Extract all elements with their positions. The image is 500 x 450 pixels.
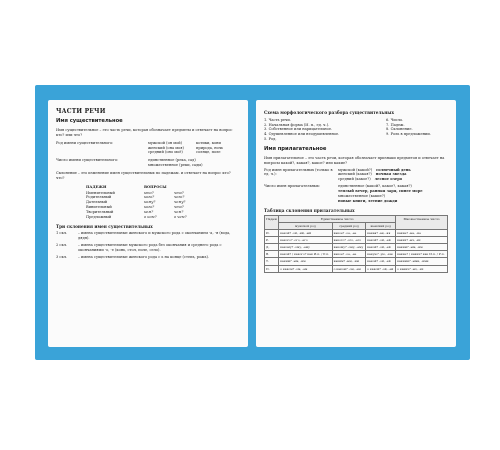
scheme-item: 9. Роль в предложении.	[386, 132, 431, 137]
gender-label: Род имени существительного:	[56, 140, 114, 145]
book-spine	[248, 100, 256, 347]
number-item: множественное (реки, сады)	[148, 163, 203, 168]
cases-header: ПАДЕЖИ	[86, 184, 107, 189]
scheme-item: 8. Склонение.	[386, 127, 413, 132]
adjective-definition: Имя прилагательное – это часть речи, которая обозначает признаки предметов и отвечает на вопросы какой?, какая?, какое? или какие?	[264, 155, 445, 165]
declension-item: 1 скл. – имена существительные женского и мужского рода с окончанием -а, -я (вода, дядя).	[56, 231, 231, 241]
case-row: Винительный кого? что?	[86, 205, 184, 210]
table-row: И. какой? -ой, -ий, -ый какое? -ое, -ее какая? -ая, -яя какие? -ые, -ие	[265, 230, 448, 237]
declension-definition: Склонение – это изменение имен существительных по падежам. и отвечает на вопрос кто? что?	[56, 171, 231, 180]
adjective-heading: Имя прилагательное	[264, 145, 327, 152]
adjective-declension-table: Падеж Единственное число Множественное число мужской род средний род женский род И. какой? -ой, -ий, -ый какое? -ое, -ее какая? -ая, -яя какие? -ые, -ие Р. какого? -ого, -его какого? -ого, -его какой? -ой, -ей каких? -ых, -их Д. какому? -ому, -ему какому? -ому, -ему какой? -ой, -ей каким? -ым, -им В. какой? / какого? как И.п. / Р.п. какое? -ое, -ее какую? -ую, -юю какие? / каких? как И.п. / Р.п. Т. каким? -ым, -им каким? -ым, -им какой? -ой, -ей какими? -ыми, -ими П. о каком? -ом, -ем о каком? -ом, -ем о какой? -ой, -ей о каких? -ых, -их	[264, 215, 448, 272]
table-heading: Таблица склонения прилагательных	[264, 207, 355, 213]
questions-header: ВОПРОСЫ	[144, 184, 167, 189]
table-row: П. о каком? -ом, -ем о каком? -ом, -ем о какой? -ой, -ей о каких? -ых, -их	[265, 265, 448, 272]
scheme-item: 6. Число.	[386, 117, 404, 122]
adjective-number: Число имен прилагательных: единственное (какой?, какое?, какая?) теплый вечер, ранняя заря, синее море множественное (какие?) новые книги, летние дожди	[264, 184, 423, 203]
noun-gender	[56, 141, 240, 156]
adjective-gender: Род имен прилагательных (только в ед. ч.): мужской (какой?) солнечный день женский (какая?) ночная звезда средний (какое?) лесное озеро	[264, 167, 411, 182]
scheme-item: 3. Собственное или нарицательное.	[264, 127, 333, 132]
number-label: Число имени существительного:	[56, 158, 119, 163]
gender-item: средний (оно моё)	[148, 150, 183, 155]
scheme-heading: Схема морфологического разбора существительных	[264, 110, 394, 115]
cases-table	[86, 185, 240, 220]
case-row: Именительный кто? что?	[86, 190, 184, 195]
gender-example: природа, ночь	[196, 145, 224, 150]
page-title: ЧАСТИ РЕЧИ	[56, 108, 106, 115]
gender-item: женский (она моя)	[148, 145, 184, 150]
gender-item: мужской (он мой)	[148, 140, 183, 145]
table-row: Т. каким? -ым, -им каким? -ым, -им какой? -ой, -ей какими? -ыми, -ими	[265, 258, 448, 265]
table-row: Д. какому? -ому, -ему какому? -ому, -ему какой? -ой, -ей каким? -ым, -им	[265, 244, 448, 251]
scheme-item: 1. Часть речи.	[264, 117, 291, 122]
case-row: Творительный кем? чем?	[86, 209, 184, 214]
gender-example: солнце, поле	[196, 150, 221, 155]
case-row: Предложный о ком? о чем?	[86, 214, 187, 219]
scheme-item: 2. Начальная форма (И. п., ед. ч.).	[264, 122, 330, 127]
noun-definition: Имя существительное – это часть речи, которая обозначает предметы и отвечает на вопрос кто? или что?	[56, 128, 233, 137]
scheme-item: 7. Падеж.	[386, 122, 405, 127]
number-item: единственное (река, сад)	[148, 158, 196, 163]
declensions-heading: Три склонения имен существительных	[56, 223, 153, 229]
noun-heading: Имя существительное	[56, 118, 123, 125]
noun-number	[56, 158, 240, 168]
table-row: Р. какого? -ого, -его какого? -ого, -его какой? -ой, -ей каких? -ых, -их	[265, 237, 448, 244]
table-row: В. какой? / какого? как И.п. / Р.п. какое? -ое, -ее какую? -ую, -юю какие? / каких? как И.п. / Р.п.	[265, 251, 448, 258]
case-row: Родительный кого? чего?	[86, 195, 185, 200]
declension-item: 2 скл. – имена существительные мужского рода без окончания и среднего рода с окончаниями -о, -е (конь, стол, поле, село).	[56, 242, 222, 252]
right-page	[256, 100, 456, 347]
scheme-item: 5. Род.	[264, 137, 277, 142]
left-page	[48, 100, 248, 347]
scheme-item: 4. Одушевленное или неодушевленное.	[264, 132, 340, 137]
case-row: Дательный кому? чему?	[86, 200, 186, 205]
gender-example: котики, кони	[196, 140, 221, 145]
scheme-list	[264, 118, 448, 142]
declension-item: 3 скл. – имена существительные женского рода с ь на конце (степь, рожь).	[56, 254, 209, 259]
